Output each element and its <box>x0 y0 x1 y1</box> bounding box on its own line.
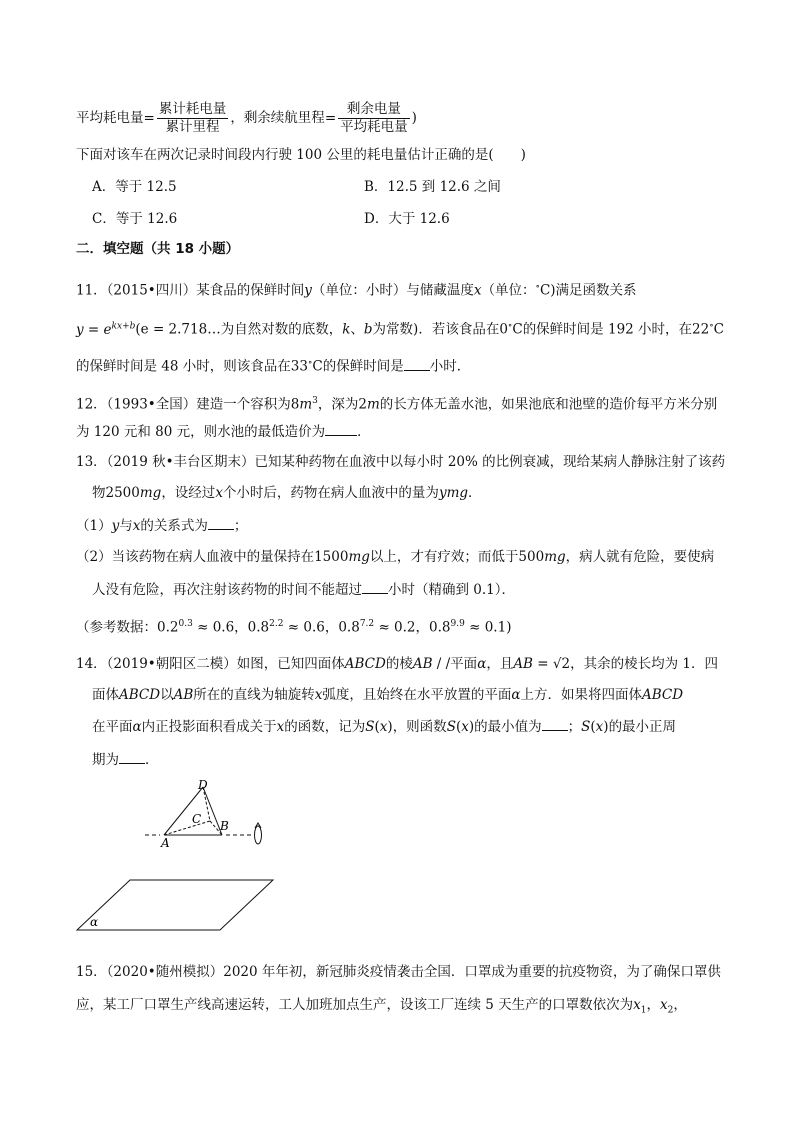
q14-line-3: 在平面α内正投影面积看成关于x的函数，记为S(x)，则函数S(x)的最小值为 ；S(x)的最小正周 <box>92 716 676 737</box>
text: (e = 2.718…为自然对数的底数， <box>135 321 343 338</box>
fraction-denominator: 累计里程 <box>165 119 220 135</box>
text: 小时． <box>429 358 471 375</box>
text: 14．（2019•朝阳区二模）如图，已知四面体 <box>76 656 345 672</box>
text: 弧度，且始终在水平放置的平面 <box>322 687 512 703</box>
label-b: B <box>220 819 229 833</box>
text: 人没有危险，再次注射该药物的时间不能超过 <box>92 582 362 598</box>
edge-ad <box>164 787 203 835</box>
text: 的保鲜时间是 192 小时，在 <box>522 321 693 338</box>
avg-consumption-fraction <box>157 101 229 136</box>
answer-blank <box>208 515 234 530</box>
text: （单位：小时）与储藏温度 <box>311 282 474 299</box>
text: 所在的直线为轴旋转 <box>193 687 315 703</box>
tetrahedron-figure <box>70 778 290 938</box>
section-title: 二．填空题（共 18 小题） <box>76 241 240 257</box>
q10-stem: 下面对该车在两次记录时间段内行驶 100 公里的耗电量估计正确的是( ) <box>76 147 526 163</box>
label-c: C <box>192 812 202 826</box>
text: ，病人就有危险，要使病 <box>565 549 715 565</box>
formula-line: 平均耗电量= $\frac{\text{累计耗电量}}{\text{累计里程}}$ ，剩余续航里程= $\frac{\text{剩余电量}}{\text{平均耗电量}}$ ) <box>76 101 417 135</box>
closing-paren: ) <box>411 110 417 126</box>
fraction-numerator: 剩余电量 <box>338 101 410 119</box>
text: 为常数)．若该食品在 <box>372 321 500 338</box>
option-text: 12.5 到 12.6 之间 <box>387 179 501 195</box>
text: ． <box>357 424 371 440</box>
option-text: 大于 12.6 <box>388 211 450 227</box>
text: ； <box>567 719 582 735</box>
q11-line-2: $y = e^{kx+b}(e$ = 2.718…为自然对数的底数，k、b为常数)．若该食品在0∘C的保鲜时间是 192 小时，在22∘C <box>76 321 724 338</box>
option-letter: A． <box>92 179 116 195</box>
text: （单位： <box>481 282 536 299</box>
plane-alpha <box>77 880 273 930</box>
answer-blank <box>325 421 357 436</box>
text: C)满足函数关系 <box>539 282 637 299</box>
option-letter: D． <box>364 211 389 227</box>
option-text: 等于 12.5 <box>115 179 177 195</box>
q12-line-1: 12．（1993•全国）建造一个容积为$8m^3$，深为2m的长方体无盖水池，如果池底和池壁的造价每平方米分别 <box>76 396 718 413</box>
text: ，设经过 <box>161 485 216 501</box>
edge-ac <box>164 821 210 835</box>
text: 的函数，记为 <box>284 719 366 735</box>
q13-part-2-line-1: （2）当该药物在病人血液中的量保持在1500mg以上，才有疗效；而低于500mg，病人就有危险，要使病 <box>76 549 715 565</box>
text: 的最小值为 <box>474 719 542 735</box>
rotation-arrow-icon <box>255 826 262 844</box>
q13-line-2: 物2500mg，设经过x个小时后，药物在病人血液中的量为ymg． <box>92 485 482 501</box>
q13-part-1: （1）y与x的关系式为 ； <box>76 515 247 536</box>
text: 以 <box>160 687 174 703</box>
answer-blank <box>542 716 568 731</box>
text: 面体 <box>92 687 119 703</box>
text: 的长方体无盖水池，如果池底和池壁的造价每平方米分别 <box>379 396 718 413</box>
q10-option-d <box>364 209 450 229</box>
option-letter: B． <box>364 179 388 195</box>
remaining-range-label: 剩余续航里程 <box>243 110 325 126</box>
q15-line-1: 15．（2020•随州模拟）2020 年年初，新冠肺炎疫情袭击全国．口罩成为重要的抗疫物资，为了确保口罩供 <box>76 964 721 980</box>
q10-option-b <box>364 177 501 197</box>
q15-line-2: 应，某工厂口罩生产线高速运转，工人加班加点生产，设该工厂连续 5 天生产的口罩数依次为$x_1$，$x_2$， <box>76 997 687 1016</box>
text: 内正投影面积看成关于 <box>141 719 277 735</box>
text: ； <box>233 518 248 534</box>
q14-line-4 <box>92 749 159 770</box>
avg-consumption-label: 平均耗电量 <box>76 110 144 126</box>
option-letter: C． <box>92 211 116 227</box>
q12-line-2 <box>76 421 371 442</box>
text: 小时（精确到 0.1）． <box>388 582 516 598</box>
q11-line-1: 11．（2015•四川）某食品的保鲜时间y（单位：小时）与储藏温度x（单位：∘C)满足函数关系 <box>76 282 637 299</box>
answer-blank <box>119 749 145 764</box>
q13-line-1: 13．（2019 秋•丰台区期末）已知某种药物在血液中以每小时 20% 的比例衰减，现给某病人静脉注射了该药 <box>76 454 726 470</box>
text: 以上，才有疗效；而低于 <box>369 549 519 565</box>
text: （2）当该药物在病人血液中的量保持在 <box>76 549 315 565</box>
text: ． <box>468 485 482 501</box>
separator: ， <box>230 110 244 126</box>
text: 的最小正周 <box>608 719 677 735</box>
q10-option-c <box>92 209 177 229</box>
text: ，其余的棱长均为 1．四 <box>570 656 718 672</box>
edge-dc <box>203 787 210 821</box>
label-a: A <box>161 836 170 850</box>
text: 的保鲜时间是 48 小时，则该食品在 <box>76 358 291 375</box>
formula-exp: $y = e^{kx+b}$ <box>76 321 136 338</box>
answer-blank <box>362 579 388 594</box>
q13-part-2-line-2 <box>92 579 515 600</box>
text: 11．（2015•四川）某食品的保鲜时间 <box>76 282 305 299</box>
text: 个小时后，药物在病人血液中的量为 <box>222 485 439 501</box>
q13-reference-data: （参考数据：$0.2^{0.3} \approx 0.6$，$0.8^{2.2} \approx 0.6$，$0.8^{7.2} \approx 0.2$，$0.8^{9.9} \approx 0.1$) <box>76 619 512 636</box>
text: ． <box>145 752 159 768</box>
label-alpha: α <box>90 915 99 929</box>
text: 的棱 <box>385 656 413 672</box>
fraction-numerator: 累计耗电量 <box>158 101 227 117</box>
text: 上方．如果将四面体 <box>520 687 642 703</box>
text: （1） <box>76 518 112 534</box>
text: 物 <box>92 485 106 501</box>
text: 平面 <box>450 656 478 672</box>
text: ，深为 <box>317 396 359 413</box>
q14-line-1: 14．（2019•朝阳区二模）如图，已知四面体ABCD的棱AB / /平面α，且AB = √2，其余的棱长均为 1．四 <box>76 656 718 672</box>
text: 为 120 元和 80 元，则水池的最低造价为 <box>76 424 326 440</box>
text: 期为 <box>92 752 119 768</box>
text: 12．（1993•全国）建造一个容积为 <box>76 396 291 413</box>
text: 的保鲜时间是 <box>322 358 404 375</box>
text: 在平面 <box>92 719 133 735</box>
q14-line-2: 面体ABCD以AB所在的直线为轴旋转x弧度，且始终在水平放置的平面α上方．如果将四面体ABCD <box>92 687 684 703</box>
remaining-range-fraction <box>338 101 410 136</box>
text: 的关系式为 <box>140 518 208 534</box>
text: （参考数据： <box>76 619 157 636</box>
label-d: D <box>198 778 208 792</box>
text: ，且 <box>486 656 514 672</box>
q10-option-a <box>92 177 177 197</box>
answer-blank <box>404 356 430 371</box>
fraction-denominator: 平均耗电量 <box>340 119 408 135</box>
option-text: 等于 12.6 <box>115 211 178 227</box>
text: 应，某工厂口罩生产线高速运转，工人加班加点生产，设该工厂连续 5 天生产的口罩数依次为 <box>76 997 634 1013</box>
text: ，则函数 <box>392 719 447 735</box>
text: 、 <box>350 321 364 338</box>
text: 与 <box>119 518 133 534</box>
q11-line-3: 的保鲜时间是 48 小时，则该食品在33∘C的保鲜时间是 小时． <box>76 353 470 377</box>
